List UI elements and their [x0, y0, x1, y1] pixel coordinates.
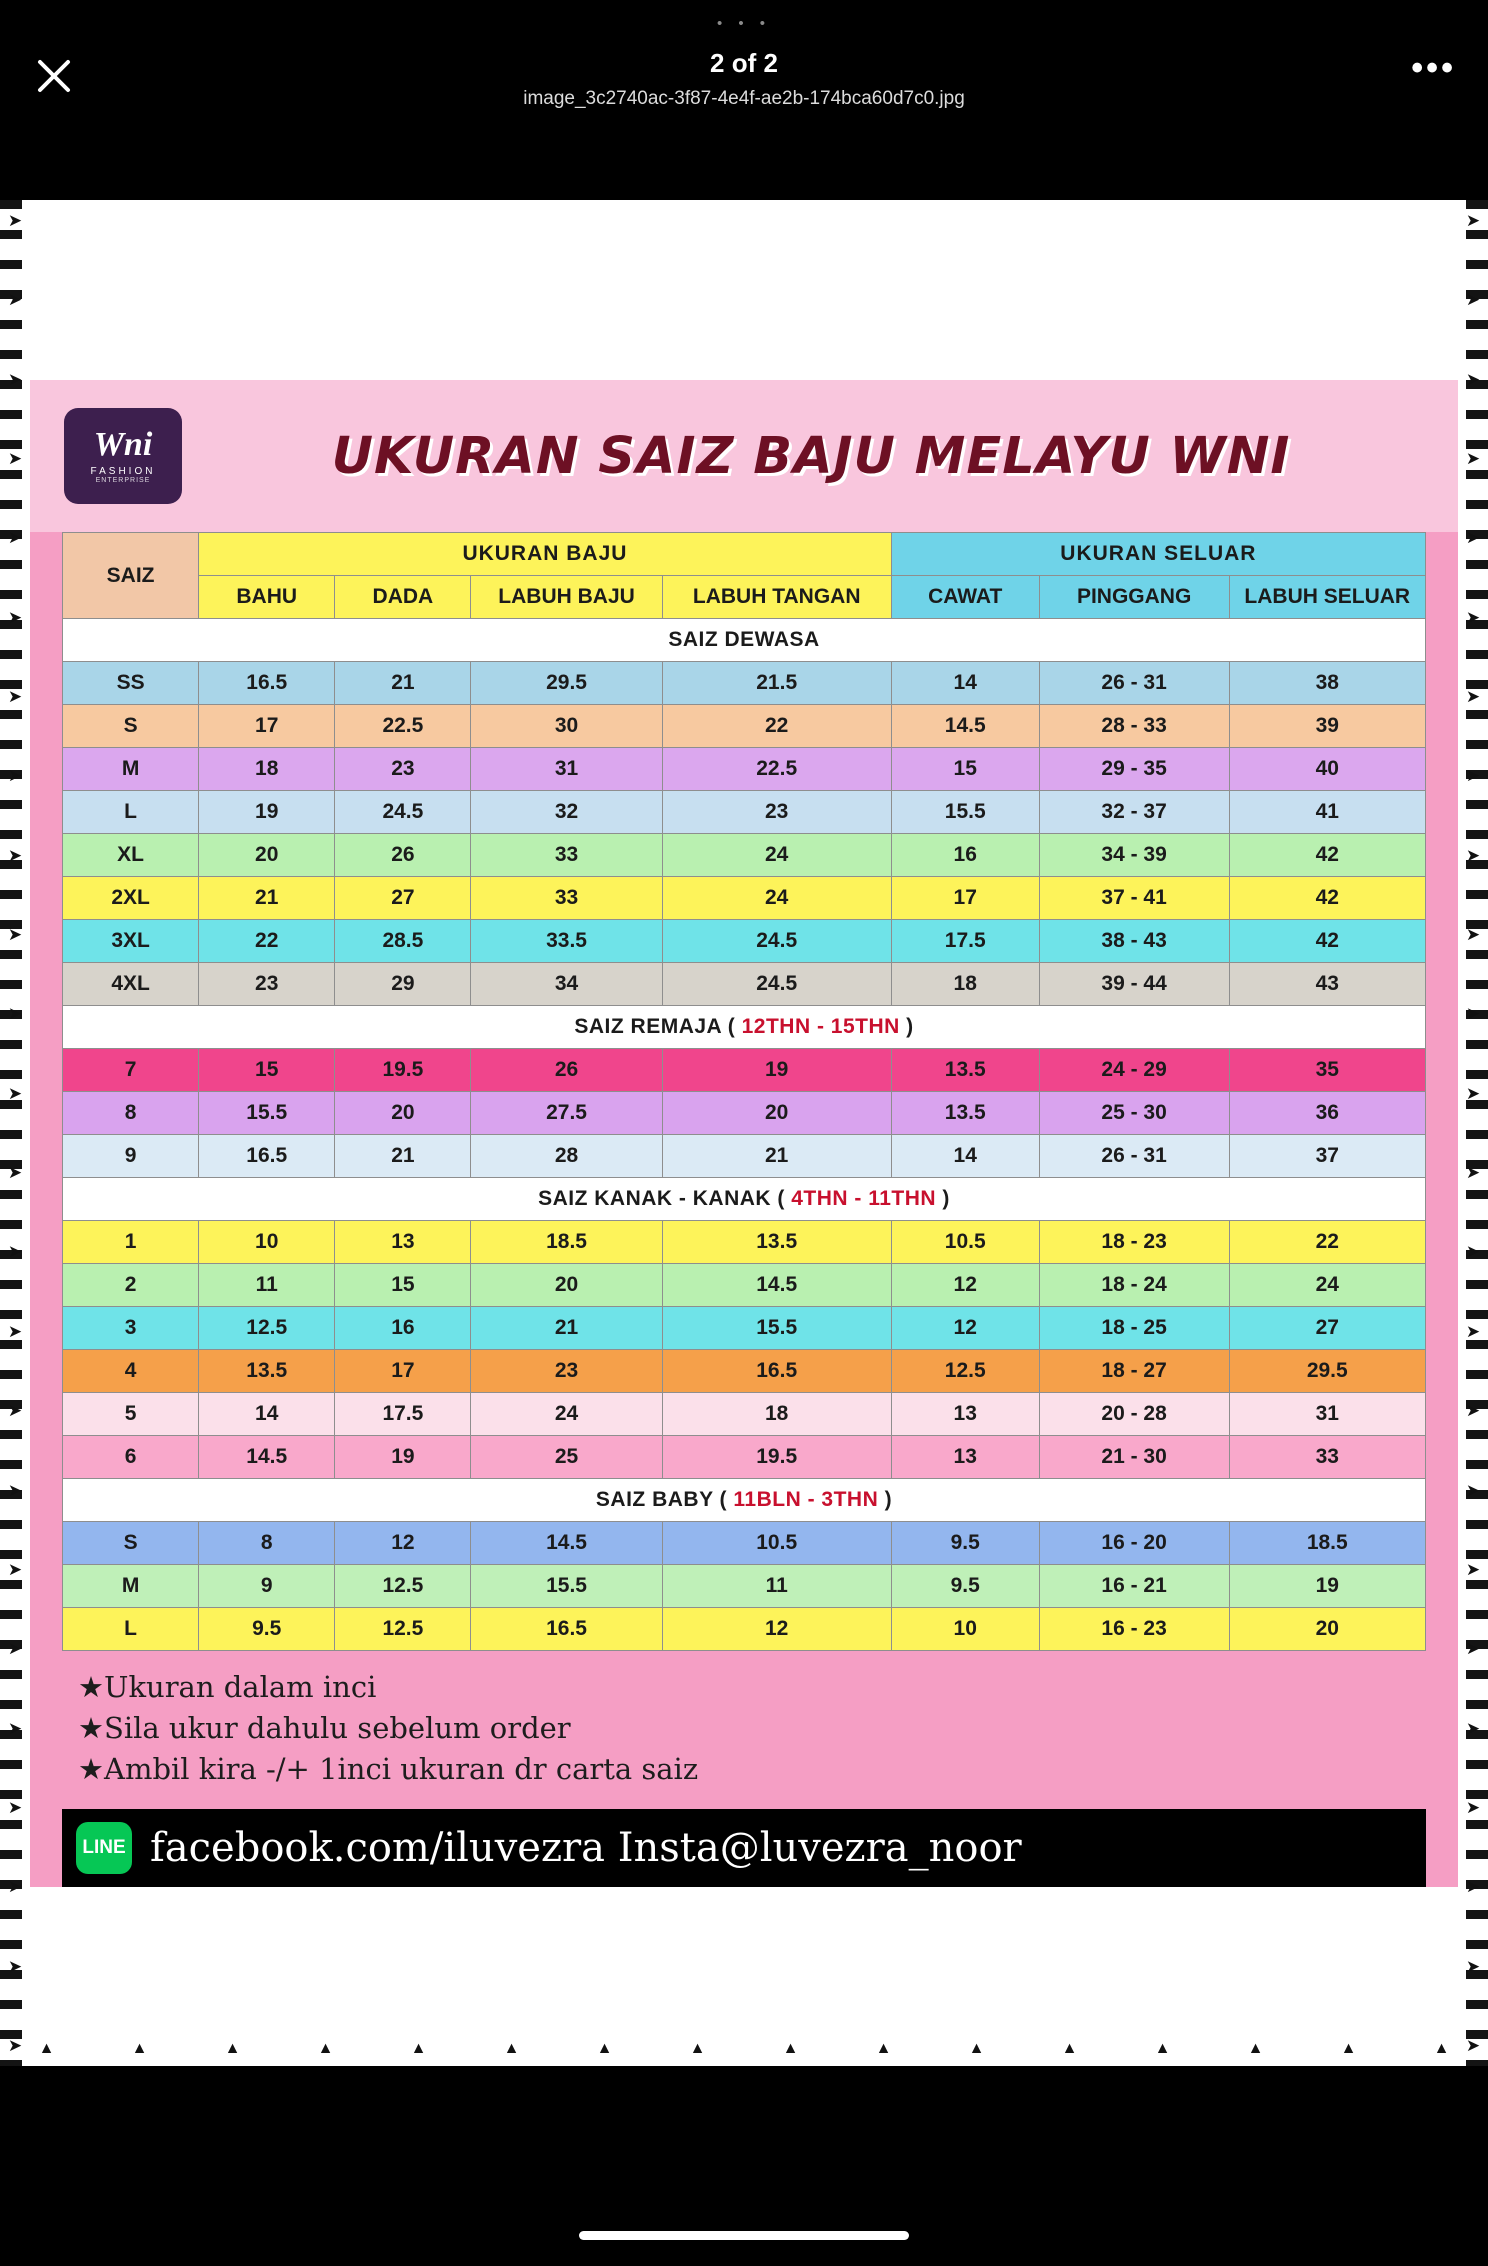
table-cell: 20 [471, 1264, 662, 1307]
table-cell: 26 [471, 1049, 662, 1092]
cell-size-label: 8 [63, 1092, 199, 1135]
table-cell: 25 - 30 [1039, 1092, 1229, 1135]
table-cell: 29.5 [471, 662, 662, 705]
table-cell: 17 [335, 1350, 471, 1393]
table-row [63, 920, 1426, 963]
table-cell: 22.5 [335, 705, 471, 748]
table-cell: 16.5 [662, 1350, 891, 1393]
table-cell: 18 [891, 963, 1039, 1006]
table-cell: 17.5 [891, 920, 1039, 963]
image-content-area[interactable] [0, 200, 1488, 2066]
table-cell: 21 [662, 1135, 891, 1178]
column-header-cawat: CAWAT [891, 576, 1039, 619]
home-indicator[interactable] [579, 2231, 909, 2240]
table-cell: 10 [199, 1221, 335, 1264]
table-cell: 23 [335, 748, 471, 791]
table-row [63, 877, 1426, 920]
table-cell: 19 [335, 1436, 471, 1479]
table-cell: 15 [199, 1049, 335, 1092]
table-cell: 39 - 44 [1039, 963, 1229, 1006]
table-cell: 40 [1229, 748, 1425, 791]
table-row [63, 1092, 1426, 1135]
table-cell: 42 [1229, 877, 1425, 920]
group-header-ukuran-baju: UKURAN BAJU [199, 533, 892, 576]
image-viewer-header [0, 0, 1488, 200]
table-cell: 11 [199, 1264, 335, 1307]
table-cell: 22 [1229, 1221, 1425, 1264]
table-cell: 21 [199, 877, 335, 920]
logo-main-text: Wni [93, 426, 153, 463]
table-cell: 16 - 23 [1039, 1608, 1229, 1651]
column-header-labuh-seluar: LABUH SELUAR [1229, 576, 1425, 619]
social-handles-text: facebook.com/iluvezra Insta@luvezra_noor [150, 1824, 1022, 1871]
cell-size-label: 4 [63, 1350, 199, 1393]
table-cell: 20 [199, 834, 335, 877]
table-cell: 12.5 [335, 1608, 471, 1651]
table-cell: 14 [199, 1393, 335, 1436]
cell-size-label: 1 [63, 1221, 199, 1264]
table-cell: 20 - 28 [1039, 1393, 1229, 1436]
table-cell: 9.5 [199, 1608, 335, 1651]
table-cell: 23 [471, 1350, 662, 1393]
table-cell: 23 [199, 963, 335, 1006]
cell-size-label: XL [63, 834, 199, 877]
table-cell: 13.5 [662, 1221, 891, 1264]
line-app-icon: LINE [76, 1822, 132, 1874]
section-band: SAIZ BABY ( 11BLN - 3THN ) [63, 1479, 1426, 1522]
section-band-row [63, 1178, 1426, 1221]
table-cell: 9.5 [891, 1522, 1039, 1565]
table-cell: 22 [199, 920, 335, 963]
logo-sub2-text: ENTERPRISE [95, 477, 151, 484]
column-header-labuh-baju: LABUH BAJU [471, 576, 662, 619]
table-cell: 21 [471, 1307, 662, 1350]
table-cell: 12.5 [891, 1350, 1039, 1393]
table-cell: 35 [1229, 1049, 1425, 1092]
table-cell: 17.5 [335, 1393, 471, 1436]
table-cell: 39 [1229, 705, 1425, 748]
table-cell: 18 [662, 1393, 891, 1436]
image-filename: image_3c2740ac-3f87-4e4f-ae2b-174bca60d7c0.jpg [523, 88, 965, 109]
table-row [63, 791, 1426, 834]
table-cell: 38 - 43 [1039, 920, 1229, 963]
table-cell: 12 [662, 1608, 891, 1651]
table-cell: 43 [1229, 963, 1425, 1006]
section-band-age-range: 11BLN - 3THN [733, 1488, 879, 1511]
note-line: ★Ambil kira -/+ 1inci ukuran dr carta saiz [78, 1752, 699, 1787]
section-band-age-range: 4THN - 11THN [791, 1187, 937, 1210]
cell-size-label: S [63, 705, 199, 748]
table-cell: 33.5 [471, 920, 662, 963]
table-cell: 12 [891, 1307, 1039, 1350]
table-cell: 30 [471, 705, 662, 748]
cell-size-label: 3 [63, 1307, 199, 1350]
table-cell: 14.5 [199, 1436, 335, 1479]
brand-logo [64, 408, 182, 504]
table-cell: 10.5 [891, 1221, 1039, 1264]
section-band: SAIZ KANAK - KANAK ( 4THN - 11THN ) [63, 1178, 1426, 1221]
table-body [63, 619, 1426, 1651]
table-cell: 17 [199, 705, 335, 748]
table-row [63, 1393, 1426, 1436]
poster-header [30, 380, 1458, 532]
table-cell: 24 - 29 [1039, 1049, 1229, 1092]
cell-size-label: 2XL [63, 877, 199, 920]
table-cell: 26 - 31 [1039, 662, 1229, 705]
page-title: UKURAN SAIZ BAJU MELAYU WNI [331, 426, 1291, 486]
table-cell: 24 [662, 877, 891, 920]
table-row [63, 963, 1426, 1006]
table-cell: 24.5 [662, 920, 891, 963]
size-chart-poster [30, 380, 1458, 1887]
cell-size-label: 7 [63, 1049, 199, 1092]
table-cell: 24 [1229, 1264, 1425, 1307]
table-cell: 21 - 30 [1039, 1436, 1229, 1479]
group-header-ukuran-seluar: UKURAN SELUAR [891, 533, 1425, 576]
table-cell: 18 - 25 [1039, 1307, 1229, 1350]
cell-size-label: 6 [63, 1436, 199, 1479]
decorative-arrows-left: ➤ ➤ ➤ ➤ ➤ ➤ ➤ ➤ ➤ ➤ ➤ ➤ ➤ ➤ ➤ ➤ ➤ ➤ ➤ ➤ ➤ ➤ ➤ ➤ [7, 211, 23, 2055]
table-cell: 18.5 [471, 1221, 662, 1264]
table-cell: 32 [471, 791, 662, 834]
table-cell: 26 - 31 [1039, 1135, 1229, 1178]
table-cell: 13 [335, 1221, 471, 1264]
cell-size-label: M [63, 1565, 199, 1608]
table-cell: 21 [335, 1135, 471, 1178]
table-cell: 27.5 [471, 1092, 662, 1135]
table-cell: 26 [335, 834, 471, 877]
table-cell: 13.5 [891, 1092, 1039, 1135]
table-cell: 13 [891, 1393, 1039, 1436]
table-cell: 34 [471, 963, 662, 1006]
table-cell: 12 [335, 1522, 471, 1565]
table-cell: 28 [471, 1135, 662, 1178]
logo-sub-text: FASHION [90, 466, 156, 477]
table-cell: 14.5 [662, 1264, 891, 1307]
table-cell: 16 - 21 [1039, 1565, 1229, 1608]
section-band-row [63, 619, 1426, 662]
table-cell: 28.5 [335, 920, 471, 963]
table-cell: 14 [891, 1135, 1039, 1178]
table-cell: 24 [662, 834, 891, 877]
table-cell: 16 - 20 [1039, 1522, 1229, 1565]
table-cell: 8 [199, 1522, 335, 1565]
table-cell: 14.5 [891, 705, 1039, 748]
image-counter: 2 of 2 [710, 48, 778, 78]
table-cell: 20 [662, 1092, 891, 1135]
table-cell: 33 [1229, 1436, 1425, 1479]
table-cell: 29 [335, 963, 471, 1006]
cell-size-label: 5 [63, 1393, 199, 1436]
table-cell: 16.5 [471, 1608, 662, 1651]
table-cell: 15.5 [662, 1307, 891, 1350]
table-row [63, 1608, 1426, 1651]
table-cell: 18 [199, 748, 335, 791]
section-band-row [63, 1006, 1426, 1049]
table-cell: 23 [662, 791, 891, 834]
table-cell: 22 [662, 705, 891, 748]
table-cell: 15.5 [891, 791, 1039, 834]
table-cell: 14.5 [471, 1522, 662, 1565]
table-cell: 14 [891, 662, 1039, 705]
table-cell: 42 [1229, 834, 1425, 877]
table-row [63, 1307, 1426, 1350]
table-cell: 13.5 [199, 1350, 335, 1393]
table-cell: 22.5 [662, 748, 891, 791]
table-cell: 20 [335, 1092, 471, 1135]
table-row [63, 705, 1426, 748]
table-cell: 38 [1229, 662, 1425, 705]
table-cell: 19 [1229, 1565, 1425, 1608]
more-options-icon[interactable]: ••• [1411, 49, 1456, 87]
size-chart-table [62, 532, 1426, 1651]
note-line: ★Sila ukur dahulu sebelum order [78, 1711, 571, 1746]
table-cell: 29.5 [1229, 1350, 1425, 1393]
notes-block [30, 1651, 1458, 1803]
column-header-bahu: BAHU [199, 576, 335, 619]
cell-size-label: SS [63, 662, 199, 705]
table-row [63, 1350, 1426, 1393]
table-cell: 21.5 [662, 662, 891, 705]
table-row [63, 748, 1426, 791]
table-cell: 16 [335, 1307, 471, 1350]
table-cell: 33 [471, 877, 662, 920]
table-row [63, 1565, 1426, 1608]
table-cell: 34 - 39 [1039, 834, 1229, 877]
table-row [63, 1221, 1426, 1264]
table-cell: 10 [891, 1608, 1039, 1651]
table-cell: 17 [891, 877, 1039, 920]
table-cell: 19.5 [662, 1436, 891, 1479]
note-line: ★Ukuran dalam inci [78, 1670, 377, 1704]
cell-size-label: 3XL [63, 920, 199, 963]
table-cell: 18.5 [1229, 1522, 1425, 1565]
table-cell: 12.5 [199, 1307, 335, 1350]
table-cell: 9.5 [891, 1565, 1039, 1608]
table-cell: 33 [471, 834, 662, 877]
table-cell: 36 [1229, 1092, 1425, 1135]
table-cell: 27 [335, 877, 471, 920]
table-cell: 11 [662, 1565, 891, 1608]
table-cell: 21 [335, 662, 471, 705]
table-cell: 31 [1229, 1393, 1425, 1436]
table-cell: 24.5 [662, 963, 891, 1006]
table-cell: 19 [199, 791, 335, 834]
table-cell: 28 - 33 [1039, 705, 1229, 748]
table-cell: 15 [335, 1264, 471, 1307]
table-cell: 19 [662, 1049, 891, 1092]
table-cell: 16.5 [199, 1135, 335, 1178]
table-cell: 9 [199, 1565, 335, 1608]
table-cell: 37 - 41 [1039, 877, 1229, 920]
cell-size-label: 9 [63, 1135, 199, 1178]
table-cell: 13 [891, 1436, 1039, 1479]
cell-size-label: S [63, 1522, 199, 1565]
table-cell: 24 [471, 1393, 662, 1436]
table-row [63, 1264, 1426, 1307]
table-cell: 19.5 [335, 1049, 471, 1092]
table-cell: 16.5 [199, 662, 335, 705]
table-cell: 15.5 [199, 1092, 335, 1135]
table-row [63, 1049, 1426, 1092]
table-cell: 12 [891, 1264, 1039, 1307]
table-row [63, 1522, 1426, 1565]
section-band: SAIZ REMAJA ( 12THN - 15THN ) [63, 1006, 1426, 1049]
column-header-labuh-tangan: LABUH TANGAN [662, 576, 891, 619]
column-header-pinggang: PINGGANG [1039, 576, 1229, 619]
social-footer [62, 1809, 1426, 1887]
table-cell: 20 [1229, 1608, 1425, 1651]
section-band-age-range: 12THN - 15THN [741, 1015, 900, 1038]
cell-size-label: L [63, 791, 199, 834]
decorative-arrows-bottom: ▲ ▲ ▲ ▲ ▲ ▲ ▲ ▲ ▲ ▲ ▲ ▲ ▲ ▲ ▲ ▲ [38, 2040, 1450, 2057]
table-row [63, 834, 1426, 877]
table-cell: 25 [471, 1436, 662, 1479]
table-cell: 32 - 37 [1039, 791, 1229, 834]
decorative-arrows-right: ➤ ➤ ➤ ➤ ➤ ➤ ➤ ➤ ➤ ➤ ➤ ➤ ➤ ➤ ➤ ➤ ➤ ➤ ➤ ➤ ➤ ➤ ➤ ➤ [1465, 211, 1481, 2055]
table-cell: 16 [891, 834, 1039, 877]
table-cell: 12.5 [335, 1565, 471, 1608]
cell-size-label: 2 [63, 1264, 199, 1307]
drag-handle-dots: • • • [716, 15, 772, 32]
table-cell: 10.5 [662, 1522, 891, 1565]
table-cell: 18 - 24 [1039, 1264, 1229, 1307]
table-row [63, 1135, 1426, 1178]
table-cell: 29 - 35 [1039, 748, 1229, 791]
table-row [63, 662, 1426, 705]
table-cell: 42 [1229, 920, 1425, 963]
table-cell: 18 - 23 [1039, 1221, 1229, 1264]
section-band-row [63, 1479, 1426, 1522]
table-header [63, 533, 1426, 619]
table-row [63, 1436, 1426, 1479]
column-header-saiz: SAIZ [63, 533, 199, 619]
cell-size-label: 4XL [63, 963, 199, 1006]
table-cell: 15.5 [471, 1565, 662, 1608]
table-cell: 31 [471, 748, 662, 791]
table-cell: 27 [1229, 1307, 1425, 1350]
table-cell: 41 [1229, 791, 1425, 834]
column-header-dada: DADA [335, 576, 471, 619]
table-cell: 37 [1229, 1135, 1425, 1178]
cell-size-label: M [63, 748, 199, 791]
table-cell: 13.5 [891, 1049, 1039, 1092]
table-cell: 24.5 [335, 791, 471, 834]
section-band: SAIZ DEWASA [63, 619, 1426, 662]
cell-size-label: L [63, 1608, 199, 1651]
table-cell: 18 - 27 [1039, 1350, 1229, 1393]
table-cell: 15 [891, 748, 1039, 791]
